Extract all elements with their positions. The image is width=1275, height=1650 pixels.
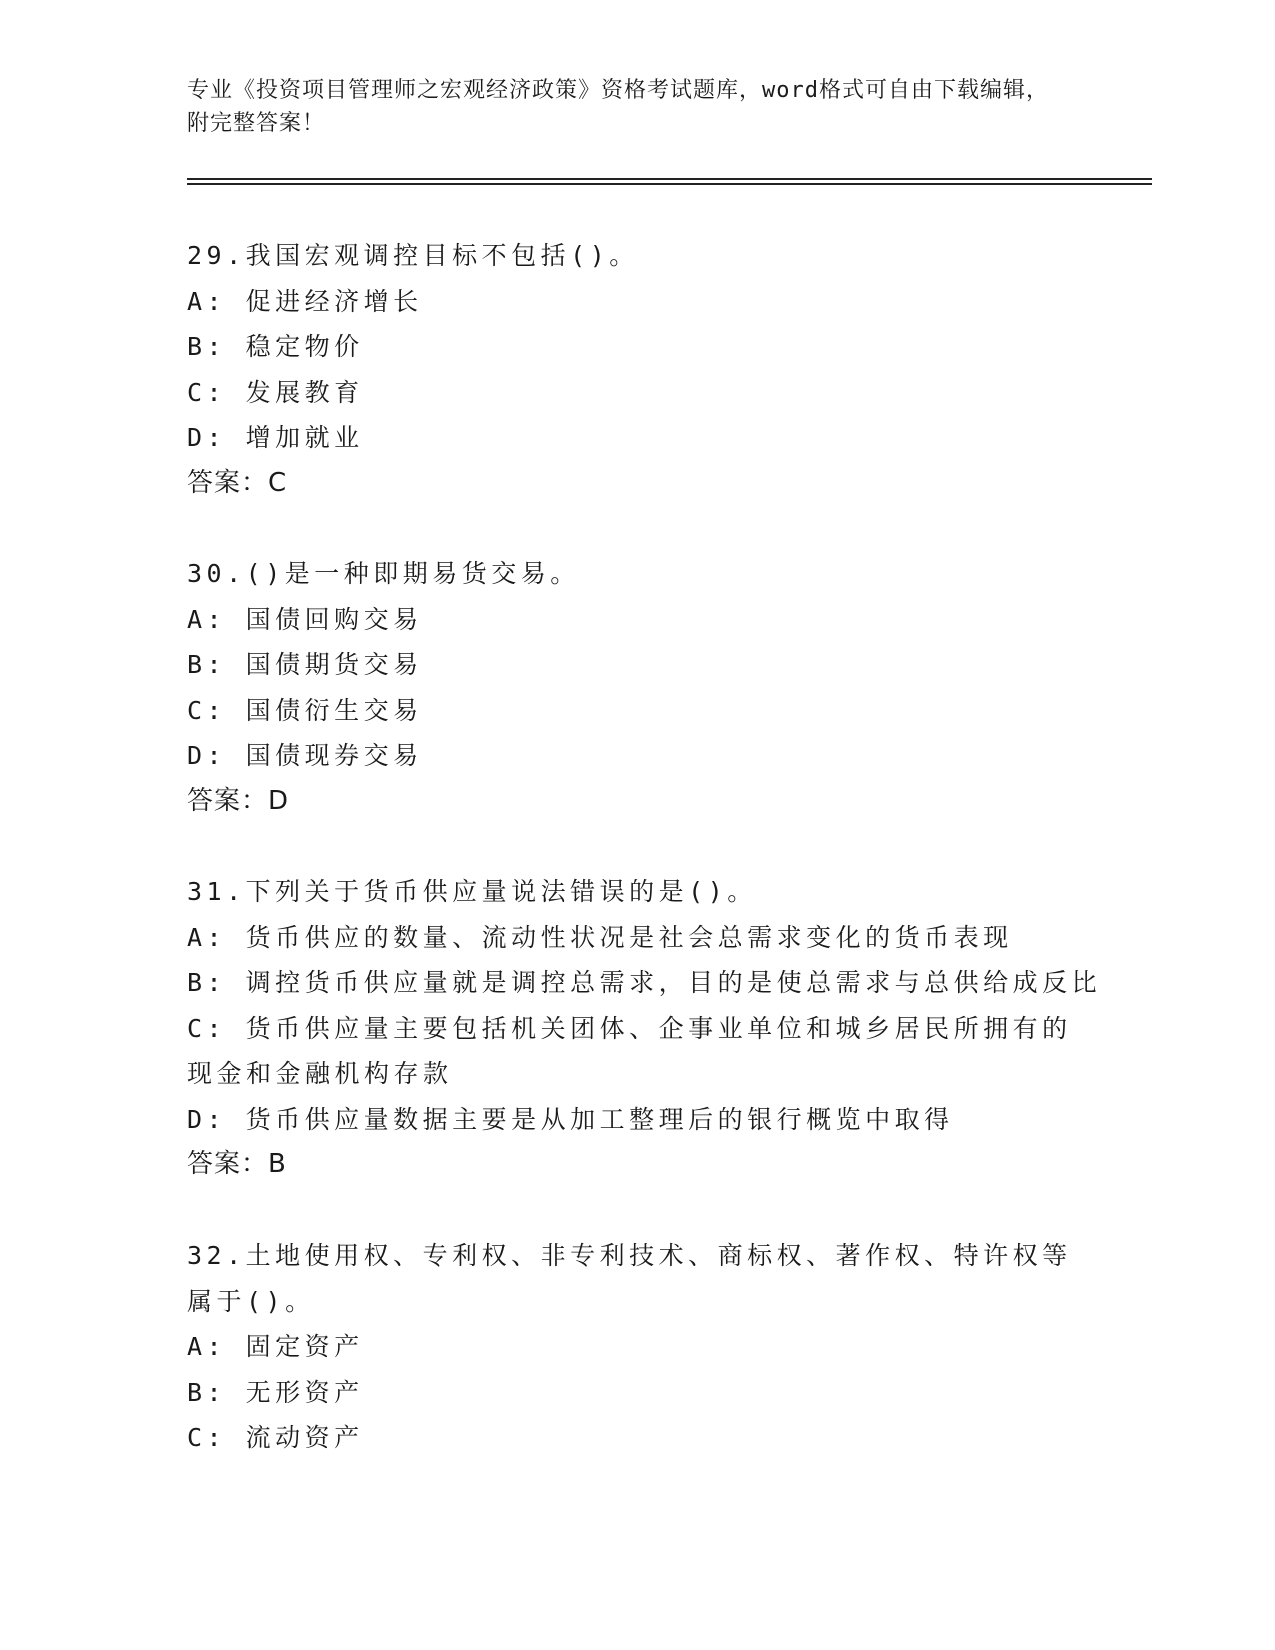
- option-a: A: 国债回购交易: [187, 604, 423, 634]
- question-stem: 31.下列关于货币供应量说法错误的是()。: [187, 877, 757, 906]
- option-c: C: 发展教育: [187, 377, 364, 407]
- option-b: B: 调控货币供应量就是调控总需求，目的是使总需求与总供给成反比: [187, 968, 1102, 997]
- question-30: [187, 551, 1087, 824]
- option-d: D: 货币供应量数据主要是从加工整理后的银行概览中取得: [187, 1104, 954, 1134]
- option-b: B: 国债期货交易: [187, 650, 423, 679]
- document-header: 专业《投资项目管理师之宏观经济政策》资格考试题库，word格式可自由下载编辑，附完整答案！: [187, 78, 1049, 136]
- option-a: A: 促进经济增长: [187, 286, 423, 316]
- option-b: B: 无形资产: [187, 1377, 364, 1407]
- option-c: C: 货币供应量主要包括机关团体、企事业单位和城乡居民所拥有的现金和金融机构存款: [187, 1013, 1072, 1088]
- option-c: C: 国债衍生交易: [187, 695, 423, 725]
- header-divider-bottom: [187, 183, 1152, 185]
- question-29: [187, 233, 1087, 506]
- option-a: A: 固定资产: [187, 1332, 364, 1361]
- question-32: [187, 1233, 1087, 1461]
- question-stem: 32.土地使用权、专利权、非专利技术、商标权、著作权、特许权等属于()。: [187, 1241, 1072, 1316]
- answer: 答案：D: [187, 785, 290, 816]
- question-stem: 30.()是一种即期易货交易。: [187, 559, 580, 588]
- option-b: B: 稳定物价: [187, 332, 364, 361]
- option-c: C: 流动资产: [187, 1423, 364, 1452]
- option-a: A: 货币供应的数量、流动性状况是社会总需求变化的货币表现: [187, 922, 1013, 952]
- answer: 答案：B: [187, 1149, 287, 1179]
- option-d: D: 国债现券交易: [187, 741, 423, 770]
- answer: 答案：C: [187, 467, 288, 498]
- option-d: D: 增加就业: [187, 423, 364, 452]
- question-stem: 29.我国宏观调控目标不包括()。: [187, 241, 639, 270]
- question-31: [187, 869, 1102, 1188]
- header-divider-top: [187, 178, 1152, 180]
